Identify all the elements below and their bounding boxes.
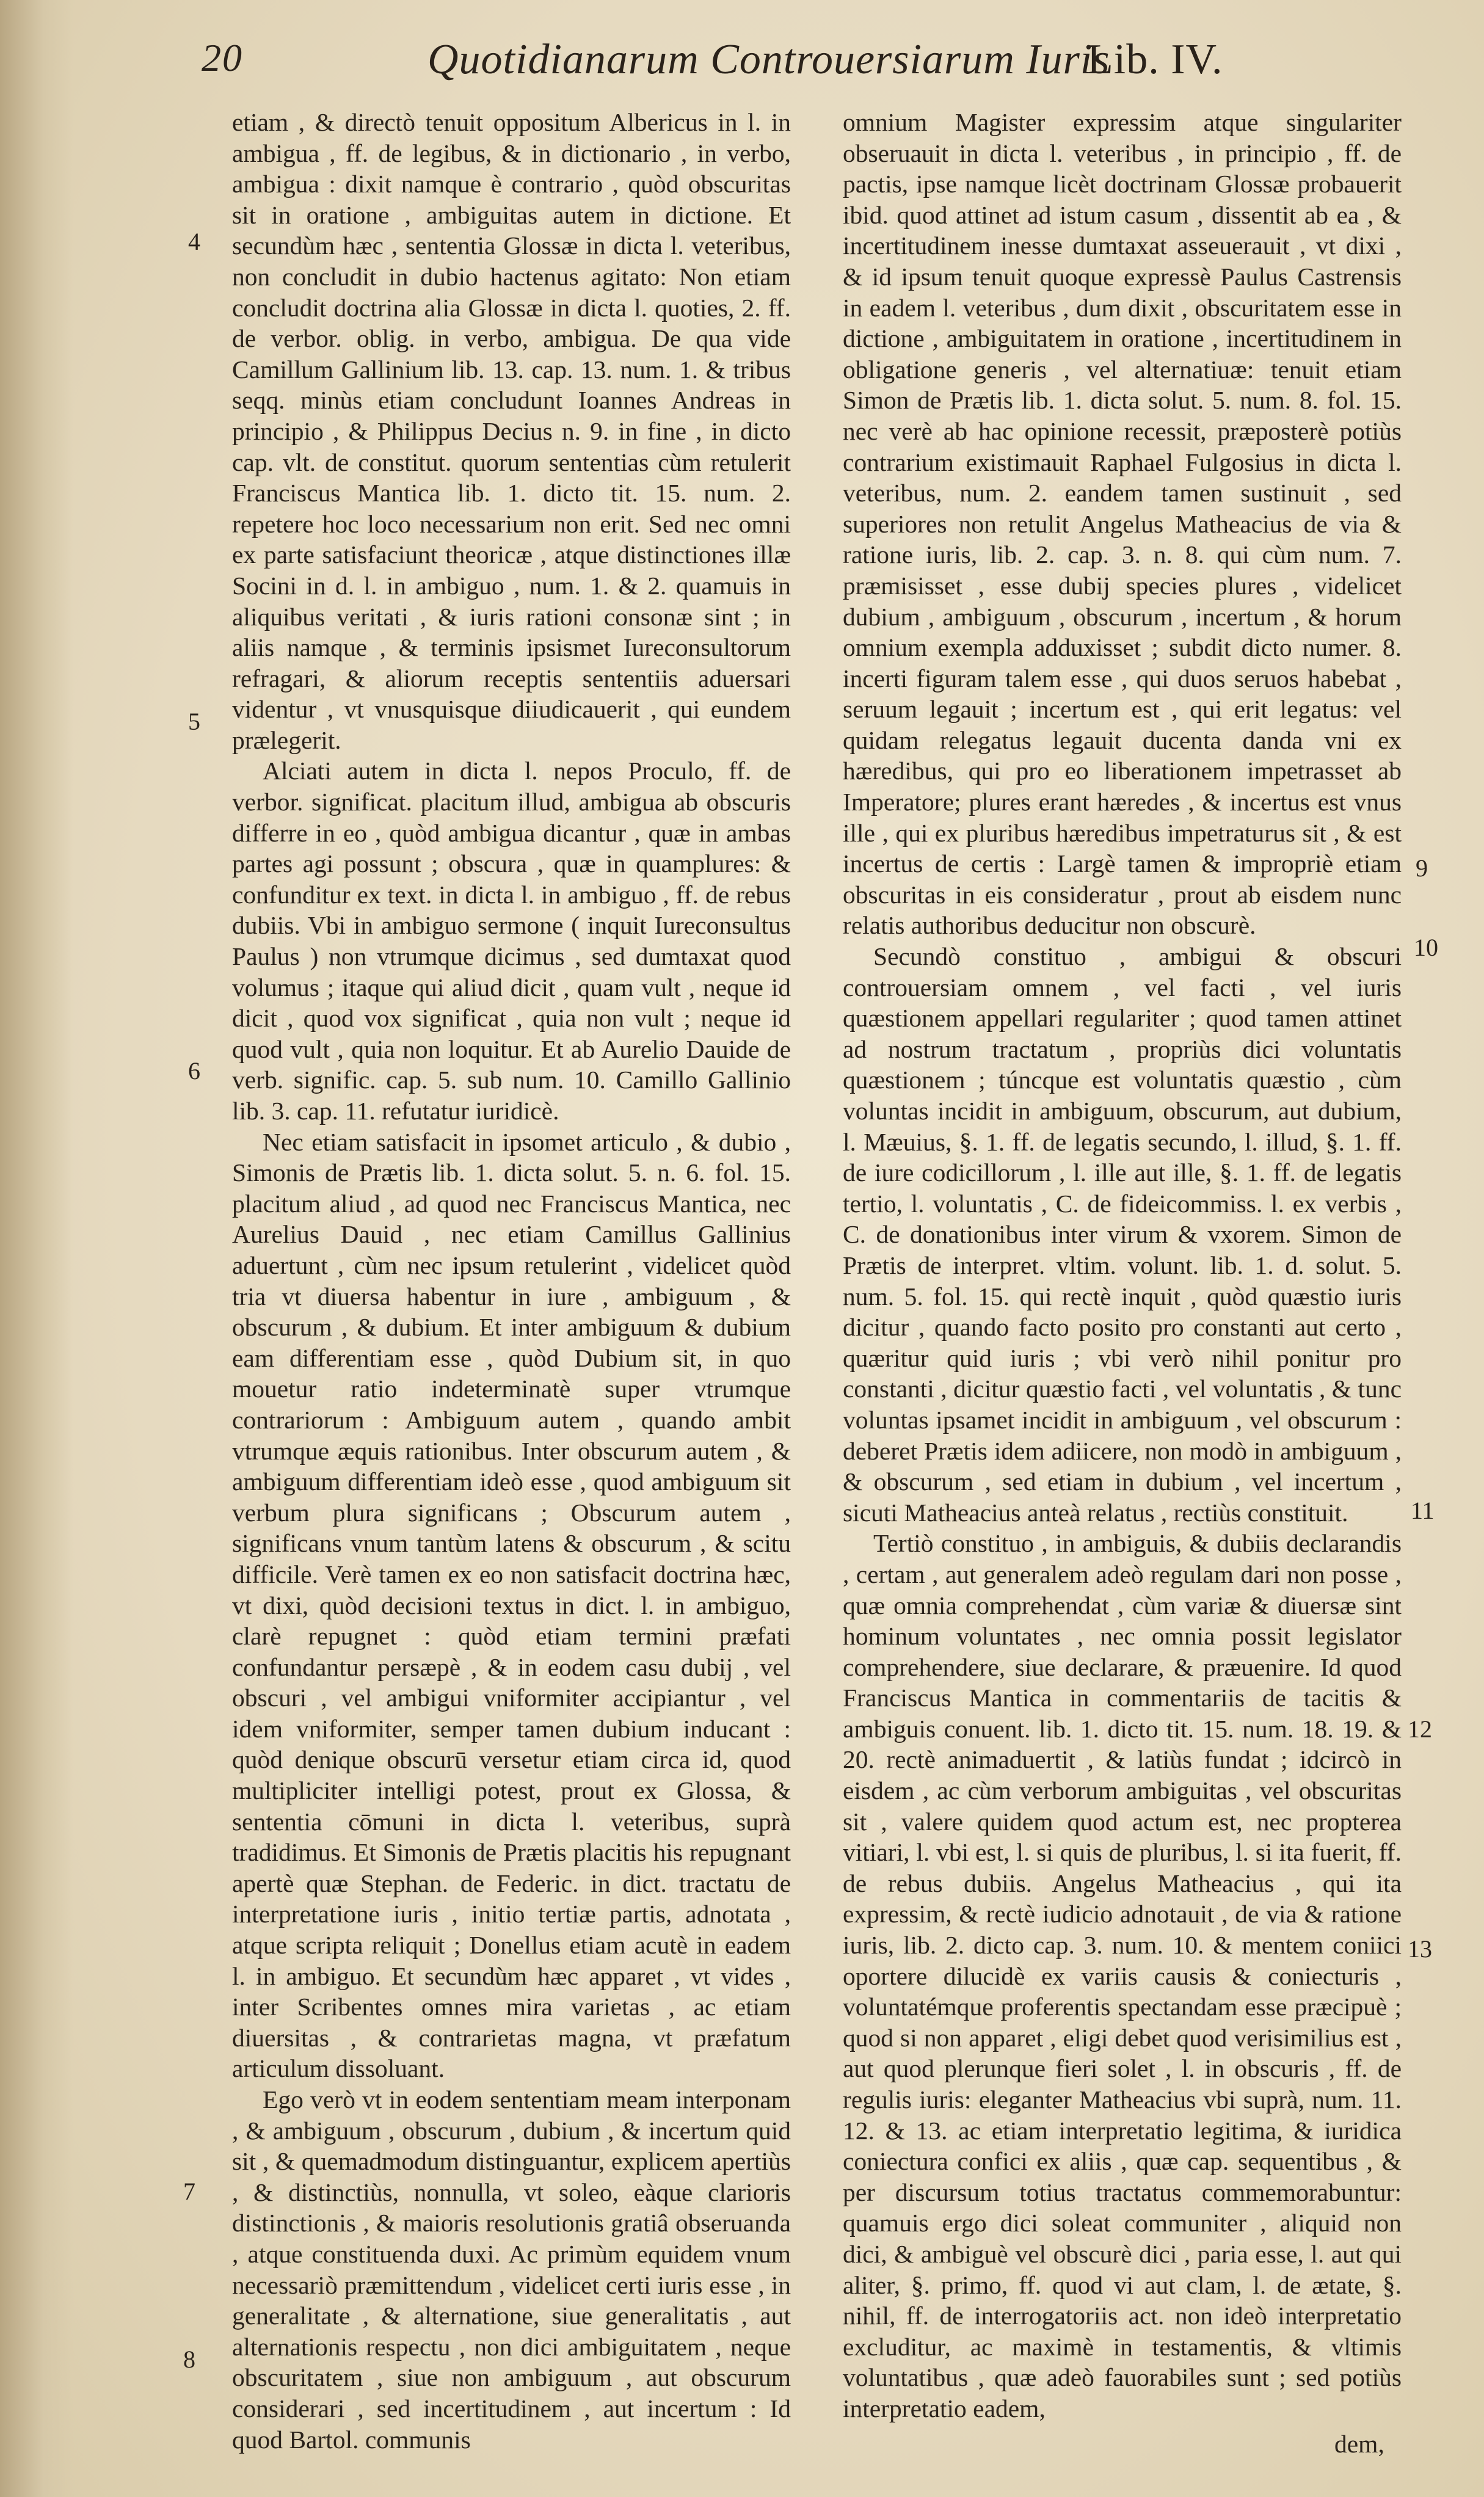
margin-number: 7	[183, 2178, 195, 2205]
margin-number: 5	[188, 708, 200, 735]
margin-number: 6	[188, 1057, 200, 1085]
running-title: Quotidianarum Controuersiarum Iuris	[427, 36, 1110, 83]
margin-number: 13	[1408, 1935, 1432, 1963]
paragraph: etiam , & directò tenuit oppositum Albericus in l. in ambigua , ff. de legibus, & in dictionario , in verbo, ambigua : dixit namque è contrario , quòd obscuritas sit in oratione , ambiguitas autem in dictione. Et secundùm hæc , sententia Glossæ in dicta l. veteribus, non concludit in dubio hactenus agitato: Non etiam concludit doctrina alia Glossæ in dicta l. quoties, 2. ff. de verbor. oblig. in verbo, ambigua. De qua vide Camillum Gallinium lib. 13. cap. 13. num. 1. & tribus seqq. minùs etiam concludunt Ioannes Andreas in principio , & Philippus Decius n. 9. in fine , in dicto cap. vlt. de constitut. quorum sententias cùm retulerit Franciscus Mantica lib. 1. dicto tit. 15. num. 2. repetere hoc loco necessarium non erit. Sed nec omni ex parte satisfaciunt theoricæ , atque distinctiones illæ Socini in d. l. in ambiguo , num. 1. & 2. quamuis in aliquibus veritati , & iuris rationi consonæ sint ; in aliis namque , & terminis ipsismet Iureconsultorum refragari, & aliorum receptis sententiis aduersari videntur , vt vnusquisque diiudicauerit , qui eundem prælegerit.	[232, 108, 791, 754]
catchword: dem,	[1334, 2430, 1384, 2458]
paragraph: omnium Magister expressim atque singulariter obseruauit in dicta l. veteribus , in principio , ff. de pactis, ipse namque licèt doctrinam Glossæ probauerit ibid. quod attinet ad istum casum , dissentit ab ea , & incertitudinem inesse dumtaxat asseuerauit , vt dixi , & id ipsum tenuit quoque expressè Paulus Castrensis in eadem l. veteribus , dum dixit , obscuritatem esse in dictione , ambiguitatem in oratione , incertitudinem in obligatione generis , vel alternatiuæ: tenuit etiam Simon de Prætis lib. 1. dicta solut. 5. num. 8. fol. 15. nec verè ab hac opinione recessit, præposterè potiùs contrarium existimauit Raphael Fulgosius in dicta l. veteribus, num. 2. eandem tamen sustinuit , sed superiores non retulit Angelus Matheacius de via & ratione iuris, lib. 2. cap. 3. n. 8. qui cùm num. 7. præmisisset , esse dubij species plures , videlicet dubium , ambiguum , obscurum , incertum , & horum omnium exempla adduxisset ; subdit dicto numer. 8. incerti figuram talem esse , qui duos seruos habebat , seruum legauit ; incertum est , qui erit legatus: vel quidam relegatus legauit ducenta danda vni ex hæredibus, qui pro eo liberationem impetrasset ab Imperatore; plures erant hæredes , & incertus est vnus ille , qui ex pluribus hæredibus impetraturus sit , & est incertus de certis : Largè tamen & impropriè etiam obscuritas in eis consideratur , prout ab eisdem nunc relatis authoribus deducitur non obscurè.	[843, 108, 1402, 940]
margin-number: 8	[183, 2346, 195, 2373]
paragraph: Alciati autem in dicta l. nepos Proculo, ff. de verbor. significat. placitum illud, ambigua ab obscuris differre in eo , quòd ambigua dicantur , quæ in ambas partes agi possunt ; obscura , quæ in quamplures: & confunditur ex text. in dicta l. in ambiguo , ff. de rebus dubiis. Vbi in ambiguo sermone ( inquit Iureconsultus Paulus ) non vtrumque dicimus , sed dumtaxat quod volumus ; itaque qui aliud dicit , quam vult , neque id dicit , quod vox significat , quia non vult ; neque id quod vult , quia non loquitur. Et ab Aurelio Dauide de verb. signific. cap. 5. sub num. 10. Camillo Gallinio lib. 3. cap. 11. refutatur iuridicè.	[232, 757, 791, 1125]
left-text-column	[232, 107, 791, 2455]
right-text-column	[843, 107, 1402, 2424]
margin-number: 11	[1411, 1497, 1435, 1524]
margin-number: 10	[1414, 934, 1438, 961]
margin-number: 4	[188, 228, 200, 255]
paragraph: Nec etiam satisfacit in ipsomet articulo , & dubio , Simonis de Prætis lib. 1. dicta solut. 5. n. 6. fol. 15. placitum aliud , ad quod nec Franciscus Mantica, nec Aurelius Dauid , nec etiam Camillus Gallinius aduertunt , cùm nec ipsum retulerint , videlicet quòd tria vt diuersa habentur in iure , ambiguum , & obscurum , & dubium. Et inter ambiguum & dubium eam differentiam esse , quòd Dubium sit, in quo mouetur ratio indeterminatè super vtrumque contrariorum : Ambiguum autem , quando ambit vtrumque æquis rationibus. Inter obscurum autem , & ambiguum differentiam ideò esse , quod ambiguum sit verbum plura significans ; Obscurum autem , significans vnum tantùm latens & obscurum , & scitu difficile. Verè tamen ex eo non satisfacit doctrina hæc, vt dixi, quòd decisioni textus in dict. l. in ambiguo, clarè repugnet : quòd etiam termini præfati confundantur persæpè , & in eodem casu dubij , vel obscuri , vel ambigui vniformiter accipiantur , vel idem vniformiter, semper tamen dubium inducant : quòd denique obscurū versetur etiam circa id, quod multipliciter intelligi potest, prout ex Glossa, & sententia cōmuni in dicta l. veteribus, suprà tradidimus. Et Simonis de Prætis placitis his repugnant apertè quæ Stephan. de Federic. in dict. tractatu de interpretatione iuris , initio tertiæ partis, adnotata , atque scripta reliquit ; Donellus etiam acutè in eadem l. in ambiguo. Et secundùm hæc apparet , vt vides , inter Scribentes omnes mira varietas , ac etiam diuersitas , & contrarietas magna, vt præfatum articulum dissoluant.	[232, 1127, 791, 2083]
running-header	[202, 35, 1252, 103]
book-label: Lib. IV.	[1087, 36, 1223, 83]
page-number: 20	[202, 36, 243, 79]
margin-number: 12	[1408, 1715, 1432, 1743]
paragraph: Ego verò vt in eodem sententiam meam interponam , & ambiguum , obscurum , dubium , & incertum quid sit , & quemadmodum distinguantur, explicem apertiùs , & distinctiùs, nonnulla, vt soleo, eàque clarioris distinctionis , & maioris resolutionis gratiâ obseruanda , atque constituenda duxi. Ac primùm equidem vnum necessariò præmittendum , videlicet certi iuris esse , in generalitate , & alternatione, siue generalitatis , aut alternationis respectu , non dici ambiguitatem , neque obscuritatem , siue non ambiguum , aut obscurum considerari , sed incertitudinem , aut incertum : Id quod Bartol. communis	[232, 2085, 791, 2454]
margin-number: 9	[1416, 854, 1428, 882]
paragraph: Secundò constituo , ambigui & obscuri controuersiam omnem , vel facti , vel iuris quæstionem appellari regulariter ; quod tamen attinet ad nostrum tractatum , propriùs dici voluntatis quæstionem ; túncque est voluntatis quæstio , cùm voluntas incidit in ambiguum, obscurum, aut dubium, l. Mæuius, §. 1. ff. de legatis secundo, l. illud, §. 1. ff. de iure codicillorum , l. ille aut ille, §. 1. ff. de legatis tertio, l. voluntatis , C. de fideicommiss. l. ex verbis , C. de donationibus inter virum & vxorem. Simon de Prætis de interpret. vltim. volunt. lib. 1. d. solut. 5. num. 5. fol. 15. qui rectè inquit , quòd quæstio iuris dicitur , quando facto posito pro constanti aut certo , quæritur quid iuris ; vbi verò nihil ponitur pro constanti , dicitur quæstio facti , vel voluntatis , & tunc voluntas ipsamet incidit in ambiguum , vel obscurum : deberet Prætis idem adiicere, non modò in ambiguum , & obscurum , sed etiam in dubium , vel incertum , sicuti Matheacius anteà relatus , rectiùs constituit.	[843, 942, 1402, 1527]
page-gutter-shadow	[0, 0, 73, 2497]
paragraph: Tertiò constituo , in ambiguis, & dubiis declarandis , certam , aut generalem adeò regulam dari non posse , quæ omnia comprehendat , cùm variæ & diuersæ sint hominum voluntates , nec omnia possit legislator comprehendere, siue declarare, & præuenire. Id quod Franciscus Mantica in commentariis de tacitis & ambiguis conuent. lib. 1. dicto tit. 15. num. 18. 19. & 20. rectè animaduertit , & latiùs fundat ; idcircò in eisdem , ac cùm verborum ambiguitas , vel obscuritas sit , valere quidem quod actum est, nec propterea vitiari, l. vbi est, l. si quis de pluribus, l. si ita fuerit, ff. de rebus dubiis. Angelus Matheacius , qui ita expressim, & rectè iudicio adnotauit , de via & ratione iuris, lib. 2. dicto cap. 3. num. 10. & mentem coniici oportere dilucidè ex variis causis & coniecturis , voluntatémque proferentis spectandam esse præcipuè ; quod si non apparet , eligi debet quod verisimilius est , aut quod plerunque fieri solet , l. in obscuris , ff. de regulis iuris: eleganter Matheacius vbi suprà, num. 11. 12. & 13. ac etiam interpretatio legitima, & iuridica coniectura confici ex aliis , quæ cap. sequentibus , & per discursum totius tractatus commemorabuntur: quamuis ergo dici soleat communiter , aliquid non dici, & ambiguè vel obscurè dici , paria esse, l. aut qui aliter, §. primo, ff. quod vi aut clam, l. de ætate, §. nihil, ff. de interrogatoriis act. non ideò interpretatio excluditur, ac maximè in testamentis, & vltimis voluntatibus , quæ adeò fauorabiles sunt ; sed potiùs interpretatio eadem,	[843, 1529, 1402, 2422]
